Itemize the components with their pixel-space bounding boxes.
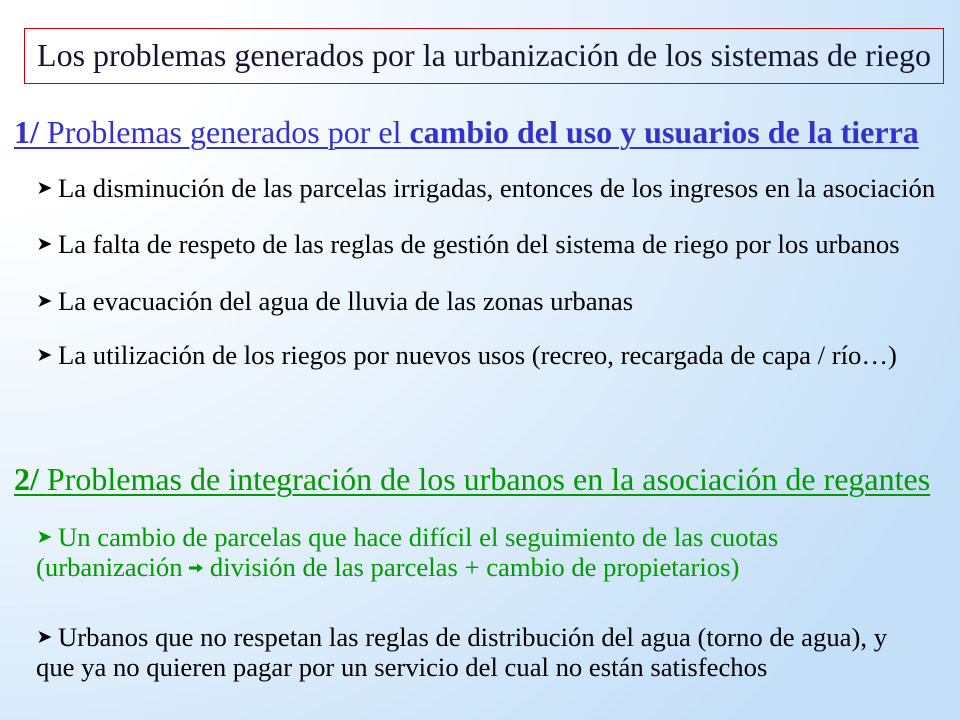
section-2-heading [14, 461, 930, 497]
section-2-number: 2/ [14, 461, 39, 497]
section-1-heading [14, 114, 919, 150]
slide-title: Los problemas generados por la urbanización de los sistemas de riego [37, 37, 931, 73]
section-1-heading-text: Problemas generados por el [46, 114, 402, 150]
bullet-item [38, 340, 897, 370]
arrowhead-bullet-icon [38, 181, 52, 195]
bullet-item [38, 229, 900, 259]
arrowhead-bullet-icon [38, 237, 52, 251]
bullet-item [38, 173, 935, 203]
bullet-text: La disminución de las parcelas irrigadas, entonces de los ingresos en la asociación [58, 173, 936, 203]
bullet-text: Un cambio de parcelas que hace difícil el seguimiento de las cuotas [58, 522, 779, 552]
title-box [24, 28, 944, 84]
arrowhead-bullet-icon [38, 630, 52, 644]
bullet-item [38, 522, 778, 552]
arrowhead-bullet-icon [38, 348, 52, 362]
right-arrow-icon [189, 563, 203, 573]
bullet-continuation [36, 652, 767, 682]
arrowhead-bullet-icon [38, 294, 52, 308]
bullet-text: división de las parcelas + cambio de propietarios) [209, 552, 740, 582]
bullet-continuation [36, 552, 739, 582]
bullet-text: Urbanos que no respetan las reglas de distribución del agua (torno de agua), y [58, 622, 888, 652]
section-1-number: 1/ [14, 114, 39, 150]
bullet-text: La falta de respeto de las reglas de gestión del sistema de riego por los urbanos [58, 229, 900, 259]
bullet-text: (urbanización [36, 552, 183, 582]
bullet-text: que ya no quieren pagar por un servicio del cual no están satisfechos [36, 652, 768, 682]
bullet-item [38, 622, 887, 652]
section-1-heading-emphasis: cambio del uso y usuarios de la tierra [409, 114, 919, 150]
bullet-item [38, 286, 633, 316]
bullet-text: La evacuación del agua de lluvia de las zonas urbanas [58, 286, 634, 316]
arrowhead-bullet-icon [38, 530, 52, 544]
section-2-heading-text: Problemas de integración de los urbanos en la asociación de regantes [46, 461, 931, 497]
bullet-text: La utilización de los riegos por nuevos usos (recreo, recargada de capa / río…) [58, 340, 897, 370]
